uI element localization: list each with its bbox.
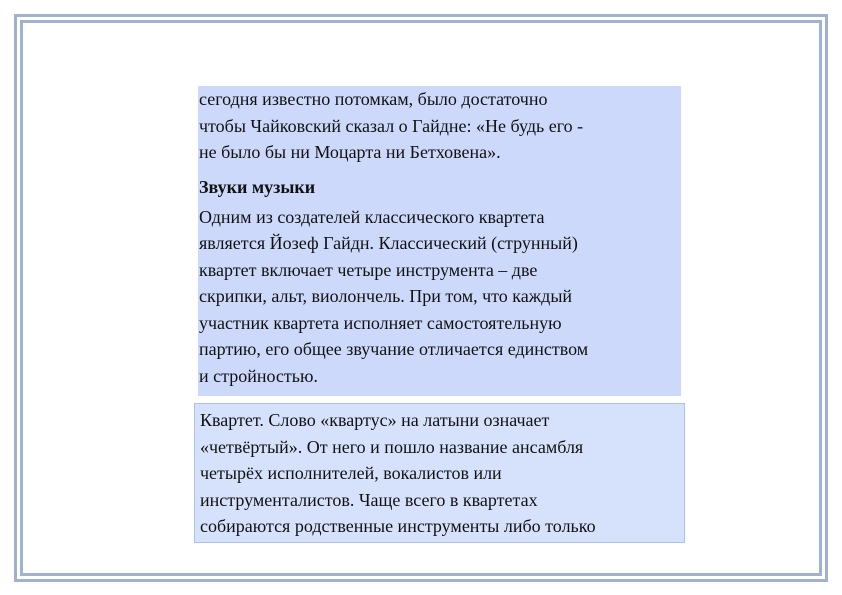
text-line: четырёх исполнителей, вокалистов или: [200, 463, 502, 483]
text-block-quartet-definition: [194, 403, 685, 543]
text-line: сегодня известно потомкам, было достаточно: [199, 89, 548, 109]
definition-paragraph: [200, 407, 684, 540]
text-line: Квартет. Слово «квартус» на латыни означает: [200, 410, 550, 430]
section-heading: Звуки музыки: [199, 176, 316, 197]
text-block-haydn: [198, 86, 681, 396]
intro-paragraph: [199, 86, 681, 166]
text-line: «четвёртый». От него и пошло название ансамбля: [200, 436, 584, 457]
text-line: и стройностью.: [199, 365, 318, 386]
text-line: партию, его общее звучание отличается единством: [199, 339, 589, 359]
text-line: инструменталистов. Чаще всего в квартетах: [200, 489, 538, 510]
text-line: участник квартета исполняет самостоятельную: [199, 312, 562, 333]
text-line: квартет включает четыре инструмента – две: [199, 259, 538, 280]
text-line: чтобы Чайковский сказал о Гайдне: «Не будь его -: [199, 115, 584, 136]
text-line: собираются родственные инструменты либо только: [200, 516, 596, 536]
quartet-paragraph: [199, 204, 681, 390]
text-line: не было бы ни Моцарта ни Бетховена».: [199, 142, 501, 162]
text-line: является Йозеф Гайдн. Классический (струнный): [199, 233, 578, 253]
text-line: скрипки, альт, виолончель. При том, что каждый: [199, 286, 573, 306]
text-line: Одним из создателей классического квартета: [199, 206, 545, 227]
